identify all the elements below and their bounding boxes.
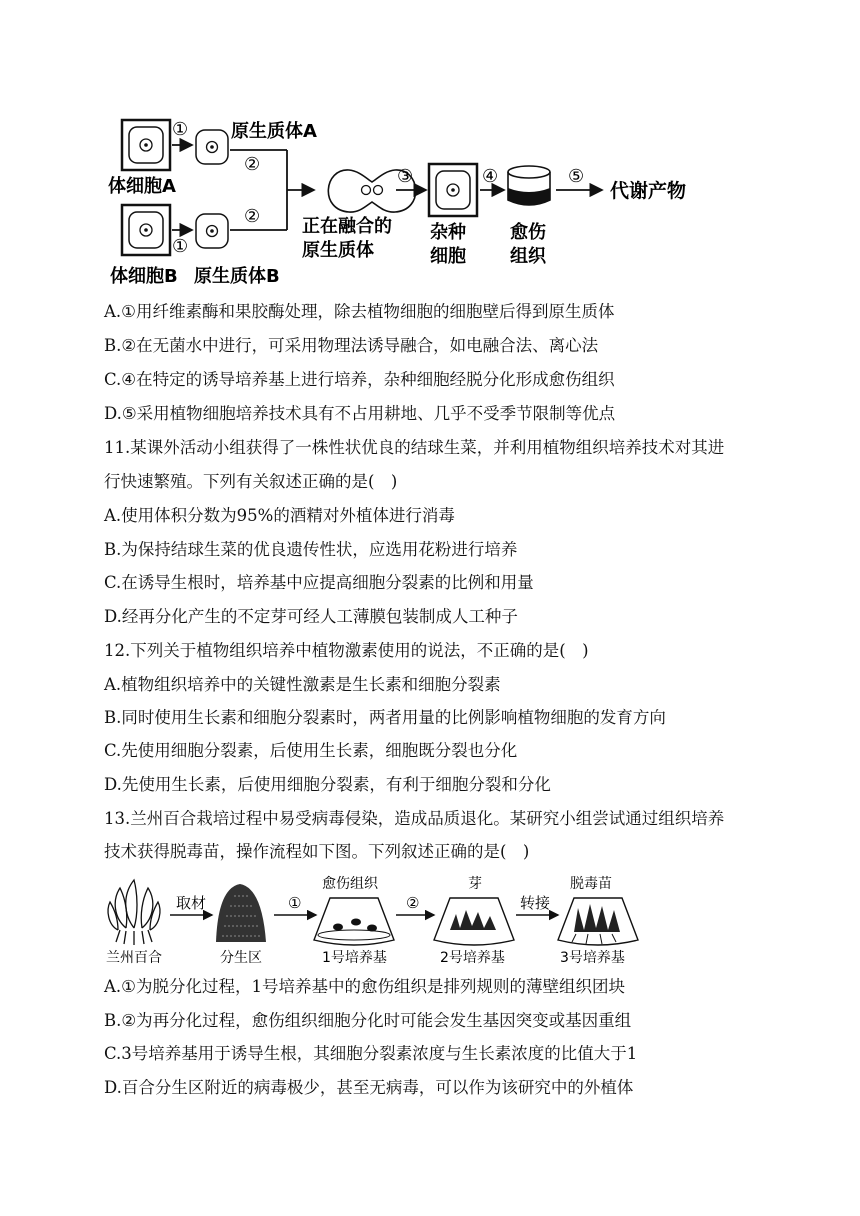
step-2a-label: ② (244, 154, 261, 175)
step-5-label: ⑤ (568, 166, 585, 187)
q11-option-b: B.为保持结球生菜的优良遗传性状，应选用花粉进行培养 (104, 540, 518, 559)
bottom-label-medium-2: 2号培养基 (440, 950, 505, 966)
q10-option-b: B.②在无菌水中进行，可采用物理法诱导融合，如电融合法、离心法 (104, 336, 599, 355)
plant-cell-a-icon (122, 120, 170, 170)
medium-2-flask-icon (434, 898, 514, 945)
bottom-label-lily: 兰州百合 (106, 950, 162, 966)
q11-option-c: C.在诱导生根时，培养基中应提高细胞分裂素的比例和用量 (104, 573, 534, 592)
q11-option-a: A.使用体积分数为95%的酒精对外植体进行消毒 (104, 506, 455, 525)
top-label-bud: 芽 (468, 876, 482, 892)
medium-1-flask-icon (314, 898, 394, 945)
step-3-label: ③ (397, 166, 414, 187)
hybrid-label-1: 杂种 (430, 222, 466, 243)
protoplast-a-icon (196, 130, 228, 164)
protoplast-fusion-diagram (104, 110, 704, 290)
q12-option-d: D.先使用生长素，后使用细胞分裂素，有利于细胞分裂和分化 (104, 775, 551, 794)
hybrid-label-2: 细胞 (430, 246, 466, 267)
q13-stem-line-2: 技术获得脱毒苗，操作流程如下图。下列叙述正确的是( ) (104, 842, 530, 861)
metabolite-label: 代谢产物 (610, 180, 687, 202)
q11-stem-line-1: 11.某课外活动小组获得了一株性状优良的结球生菜，并利用植物组织培养技术对其进 (104, 438, 725, 457)
medium-3-flask-icon (558, 898, 638, 945)
q13-option-a: A.①为脱分化过程，1号培养基中的愈伤组织是排列规则的薄壁组织团块 (104, 977, 625, 996)
q12-option-b: B.同时使用生长素和细胞分裂素时，两者用量的比例影响植物细胞的发育方向 (104, 708, 666, 727)
protoplast-b-icon (196, 214, 228, 248)
cell-b-label: 体细胞B (110, 266, 178, 287)
q10-option-d: D.⑤采用植物细胞培养技术具有不占用耕地、几乎不受季节限制等优点 (104, 404, 616, 423)
q11-option-d: D.经再分化产生的不定芽可经人工薄膜包装制成人工种子 (104, 607, 518, 626)
q12-option-c: C.先使用细胞分裂素，后使用生长素，细胞既分裂也分化 (104, 741, 518, 760)
q10-option-a: A.①用纤维素酶和果胶酶处理，除去植物细胞的细胞壁后得到原生质体 (104, 302, 615, 321)
step-1a-label: ① (172, 119, 189, 140)
meristem-icon (216, 884, 266, 942)
top-label-callus: 愈伤组织 (322, 876, 378, 892)
step-1b-label: ① (172, 236, 189, 257)
callus-label-2: 组织 (510, 246, 546, 267)
q13-stem-line-1: 13.兰州百合栽培过程中易受病毒侵染，造成品质退化。某研究小组尝试通过组织培养 (104, 809, 725, 828)
plant-cell-b-icon (122, 205, 170, 255)
step-4-label: ④ (482, 166, 499, 187)
hybrid-cell-icon (429, 164, 477, 216)
callus-dish-icon (508, 166, 550, 205)
arrow-label-step-2: ② (406, 894, 420, 912)
fusing-label-1: 正在融合的 (302, 216, 392, 237)
q12-option-a: A.植物组织培养中的关键性激素是生长素和细胞分裂素 (104, 675, 501, 694)
fusing-label-2: 原生质体 (302, 240, 374, 261)
cell-a-label: 体细胞A (108, 176, 176, 197)
callus-label-1: 愈伤 (510, 222, 546, 243)
arrow-label-transfer: 转接 (520, 894, 551, 912)
step-2b-label-text: ② (244, 206, 261, 227)
bottom-label-meristem: 分生区 (220, 950, 262, 966)
arrow-label-collect: 取材 (176, 894, 207, 912)
protoplast-a-label: 原生质体A (231, 121, 317, 142)
top-label-virus-free: 脱毒苗 (570, 876, 612, 892)
bottom-label-medium-3: 3号培养基 (560, 950, 625, 966)
q13-option-b: B.②为再分化过程，愈伤组织细胞分化时可能会发生基因突变或基因重组 (104, 1011, 632, 1030)
lily-tissue-culture-diagram (104, 870, 664, 970)
bottom-label-medium-1: 1号培养基 (322, 950, 387, 966)
q11-stem-line-2: 行快速繁殖。下列有关叙述正确的是( ) (104, 472, 398, 491)
lily-bulb-icon (108, 880, 160, 945)
protoplast-b-label: 原生质体B (194, 266, 280, 287)
q10-option-c: C.④在特定的诱导培养基上进行培养，杂种细胞经脱分化形成愈伤组织 (104, 370, 615, 389)
q13-option-c: C.3号培养基用于诱导生根，其细胞分裂素浓度与生长素浓度的比值大于1 (104, 1044, 638, 1063)
q13-option-d: D.百合分生区附近的病毒极少，甚至无病毒，可以作为该研究中的外植体 (104, 1078, 634, 1097)
q12-stem: 12.下列关于植物组织培养中植物激素使用的说法，不正确的是( ) (104, 641, 589, 660)
arrow-label-step-1: ① (288, 894, 302, 912)
